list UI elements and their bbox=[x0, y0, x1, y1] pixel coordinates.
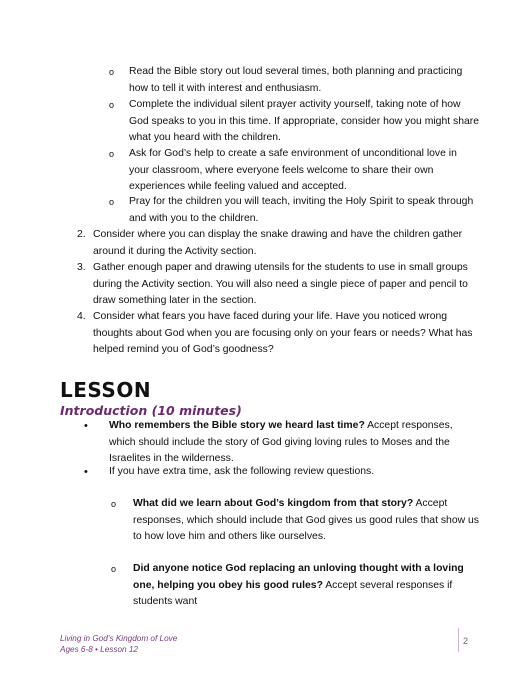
list-number: 4. bbox=[77, 311, 86, 322]
lesson-bullet bbox=[109, 418, 479, 468]
prep-sub-item: Complete the individual silent prayer activity yourself, taking note of how God speaks to you in this time. If appropriate, consider how you might share what you heard with the children. bbox=[129, 99, 479, 144]
sub-bullet-icon: o bbox=[111, 499, 117, 509]
sub-bullet-icon: o bbox=[109, 67, 115, 77]
page-footer bbox=[60, 633, 177, 655]
question-text: Accept responses, which should include that God gives us good rules that show us to how love him and others like ourselves. bbox=[133, 498, 479, 543]
bold-question: What did we learn about God’s kingdom from that story? bbox=[133, 498, 414, 509]
review-question bbox=[133, 561, 479, 611]
bold-question: Did anyone notice God replacing an unloving thought with a loving one, helping you obey his good rules? bbox=[133, 563, 464, 591]
numbered-item-text: Gather enough paper and drawing utensils for the students to use in small groups during the Activity section. You will also need a single piece of paper and pencil to draw something later in the section. bbox=[93, 262, 468, 307]
review-question bbox=[133, 496, 479, 546]
footer-title: Living in God’s Kingdom of Love bbox=[60, 634, 178, 643]
bullet-icon: • bbox=[84, 466, 88, 478]
prep-sub-item: Read the Bible story out loud several times, both planning and practicing how to tell it with interest and enthusiasm. bbox=[129, 66, 463, 94]
bullet-icon: • bbox=[84, 420, 88, 432]
question-text: Accept several responses if students want bbox=[133, 579, 453, 608]
sub-bullet-icon: o bbox=[111, 564, 117, 574]
list-number: 3. bbox=[77, 262, 86, 273]
sub-bullet-icon: o bbox=[109, 197, 115, 207]
page-number: 2 bbox=[463, 636, 469, 646]
footer-subtitle: Ages 6-8 • Lesson 12 bbox=[60, 645, 138, 654]
numbered-item-text: Consider where you can display the snake drawing and have the children gather around it during the Activity section. bbox=[93, 229, 463, 257]
sub-bullet-icon: o bbox=[109, 149, 115, 159]
bold-question: Who remembers the Bible story we heard last time? bbox=[109, 420, 365, 431]
list-number: 2. bbox=[77, 229, 86, 240]
numbered-item-text: Consider what fears you have faced during your life. Have you noticed wrong thoughts about God when you are focusing only on your fears or needs? What has helped remind you of God’s goodness? bbox=[93, 311, 473, 356]
prep-sub-item: Pray for the children you will teach, inviting the Holy Spirit to speak through and with you to the children. bbox=[129, 196, 474, 224]
section-subheading: Introduction (10 minutes) bbox=[60, 403, 242, 418]
section-heading: LESSON bbox=[60, 378, 152, 402]
bullet-text: Accept responses, which should include the story of God giving loving rules to Moses and the Israelites in the wilderness. bbox=[109, 420, 453, 465]
lesson-bullet: If you have extra time, ask the following review questions. bbox=[109, 466, 375, 477]
sub-bullet-icon: o bbox=[109, 100, 115, 110]
prep-sub-item: Ask for God’s help to create a safe environment of unconditional love in your classroom, where everyone feels welcome to share their own experiences while feeling valued and accepted. bbox=[129, 148, 457, 193]
footer-divider bbox=[458, 628, 459, 652]
